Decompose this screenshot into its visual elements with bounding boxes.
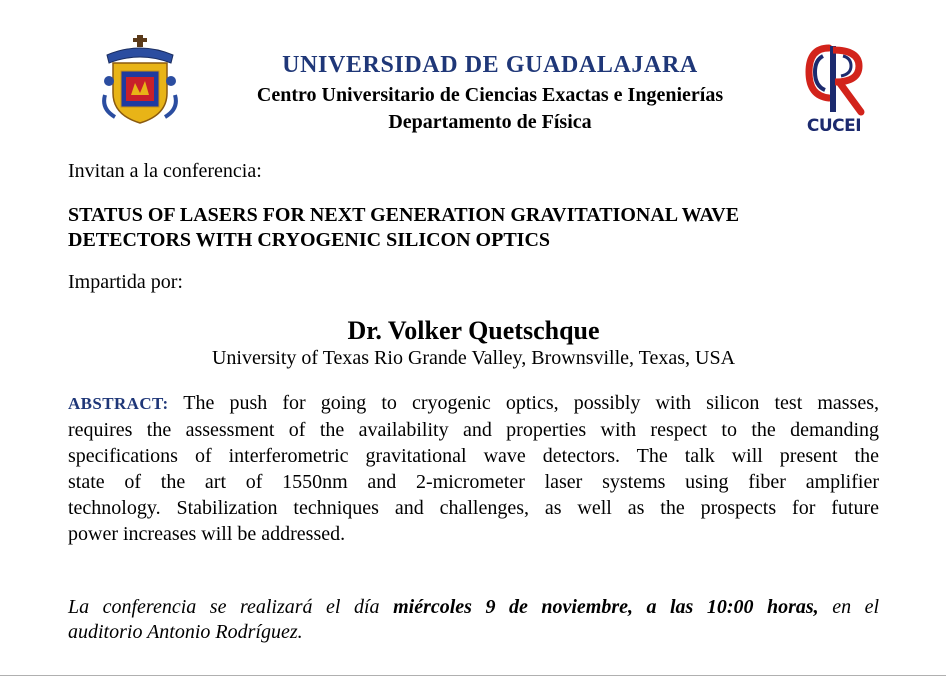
university-seal — [101, 35, 179, 125]
abstract-line — [68, 390, 879, 417]
university-name: UNIVERSIDAD DE GUADALAJARA — [282, 52, 698, 78]
cucei-logo-text: CUCEI — [806, 116, 862, 136]
abstract — [68, 390, 879, 547]
speaker-name: Dr. Volker Quetschque — [347, 316, 600, 345]
abstract-line: state of the art of 1550nm and 2-micrometer laser systems using fiber amplifier — [68, 471, 879, 493]
abstract-line: power increases will be addressed. — [68, 523, 346, 545]
closing-line — [68, 595, 879, 620]
department-name: Departamento de Física — [388, 111, 592, 133]
closing-venue: auditorio Antonio Rodríguez. — [68, 621, 303, 643]
speaker-label: Impartida por: — [68, 271, 183, 293]
invite-text: Invitan a la conferencia: — [68, 160, 262, 182]
closing-text: La conferencia se realizará el día — [68, 596, 380, 618]
closing-date: miércoles 9 de noviembre, a las 10:00 horas, — [393, 596, 819, 618]
talk-title-line: DETECTORS WITH CRYOGENIC SILICON OPTICS — [68, 229, 551, 251]
center-name: Centro Universitario de Ciencias Exactas e Ingenierías — [256, 84, 724, 106]
abstract-line: technology. Stabilization techniques and challenges, as well as the prospects for future — [68, 497, 879, 519]
abstract-label: ABSTRACT: — [68, 394, 169, 413]
page-divider — [0, 675, 946, 676]
speaker-affiliation: University of Texas Rio Grande Valley, Brownsville, Texas, USA — [211, 347, 736, 369]
abstract-text: The push for going to cryogenic optics, possibly with silicon test masses, — [183, 392, 880, 414]
abstract-line: specifications of interferometric gravitational wave detectors. The talk will present the — [68, 445, 879, 467]
talk-title-line: STATUS OF LASERS FOR NEXT GENERATION GRAVITATIONAL WAVE — [68, 204, 740, 226]
closing-note — [68, 595, 879, 645]
closing-text-end: en el — [832, 596, 880, 618]
talk-title — [68, 203, 868, 253]
abstract-line: requires the assessment of the availability and properties with respect to the demanding — [68, 419, 879, 441]
